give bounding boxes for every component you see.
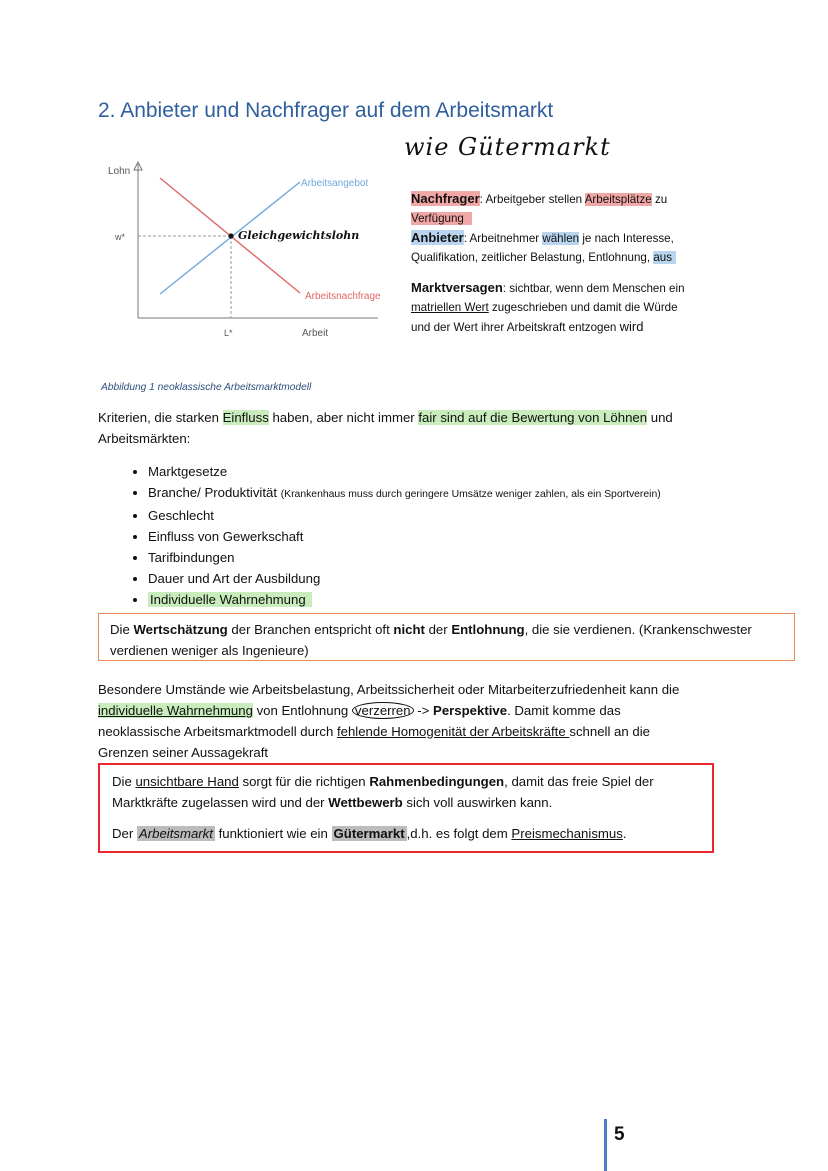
criteria-list xyxy=(118,461,788,610)
box1-text: Die xyxy=(110,622,134,637)
para2-circled: verzerren xyxy=(352,702,414,719)
marktversagen-line-2 xyxy=(411,298,731,317)
anbieter-text: : Arbeitnehmer xyxy=(463,232,543,245)
anbieter-line-1 xyxy=(411,228,731,248)
marktversagen-text-3: und der Wert ihrer Arbeitskraft entzogen xyxy=(411,321,620,334)
x-axis-label: Arbeit xyxy=(302,328,329,339)
box1-bold: Entlohnung xyxy=(451,622,525,637)
labour-market-graph xyxy=(98,156,398,346)
criteria-text-1: Kriterien, die starken xyxy=(98,410,223,425)
wertschaetzung-box xyxy=(98,613,795,661)
para2-text: schnell an die xyxy=(569,724,650,739)
w-label: w* xyxy=(115,232,126,242)
marktversagen-wird: wird xyxy=(619,319,644,334)
box2-text: Die xyxy=(112,774,136,789)
para2-text: . Damit komme das xyxy=(507,703,621,718)
marktversagen-term: Marktversagen xyxy=(411,280,503,295)
list-item-text: Individuelle Wahrnehmung xyxy=(148,592,312,607)
page-number: 5 xyxy=(614,1124,625,1145)
criteria-text-2: haben, aber nicht immer xyxy=(268,410,419,425)
equilibrium-point xyxy=(228,233,233,238)
box2-text: , damit das freie Spiel der xyxy=(504,774,654,789)
marktversagen-underline: matriellen Wert xyxy=(411,301,489,314)
para2-line: Besondere Umstände wie Arbeitsbelastung, Arbeitssicherheit oder Mitarbeiterzufriedenheit kann die xyxy=(98,682,680,697)
market-actors-panel xyxy=(411,189,731,337)
criteria-intro xyxy=(98,407,738,449)
anbieter-term: Anbieter xyxy=(411,230,464,245)
anbieter-highlight-2: aus xyxy=(653,251,676,264)
box2-text: ,d.h. es folgt dem xyxy=(406,826,512,841)
box2-underline: Preismechanismus xyxy=(511,826,623,841)
anbieter-line-2 xyxy=(411,248,731,267)
list-item-note: (Krankenhaus muss durch geringere Umsätze weniger zahlen, als ein Sportverein) xyxy=(280,489,661,500)
nachfrager-highlight: Arbeitsplätze xyxy=(584,193,652,206)
nachfrager-term: Nachfrager xyxy=(411,191,480,206)
list-item xyxy=(148,547,788,568)
list-item xyxy=(148,526,788,547)
nachfrager-line-2 xyxy=(411,209,731,228)
criteria-highlight-2: fair sind auf die Bewertung von Löhnen xyxy=(418,410,648,425)
para2-text: neoklassische Arbeitsmarktmodell durch xyxy=(98,724,337,739)
demand-label: Arbeitsnachfrage xyxy=(305,291,381,302)
perspective-paragraph xyxy=(98,679,758,763)
box2-text: Der xyxy=(112,826,137,841)
criteria-text-4: Arbeitsmärkten: xyxy=(98,431,191,446)
list-item-text: Branche/ Produktivität xyxy=(148,485,278,500)
figure-caption: Abbildung 1 neoklassische Arbeitsmarktmodell xyxy=(101,382,312,393)
box2-text: funktioniert wie ein xyxy=(214,826,332,841)
list-item xyxy=(148,589,788,610)
marktversagen-line-3 xyxy=(411,317,731,337)
box2-text: . xyxy=(622,826,627,841)
marktversagen-line-1 xyxy=(411,278,731,298)
list-item xyxy=(148,461,788,482)
list-item-text: Einfluss von Gewerkschaft xyxy=(148,529,304,544)
para2-highlight: individuelle Wahrnehmung xyxy=(98,703,253,718)
nachfrager-line-1 xyxy=(411,189,731,209)
box2-text: sich voll auswirken kann. xyxy=(402,795,553,810)
box1-text: verdienen weniger als Ingenieure) xyxy=(110,643,309,658)
criteria-highlight-1: Einfluss xyxy=(222,410,269,425)
box2-italic: Arbeitsmarkt xyxy=(138,826,213,841)
list-item xyxy=(148,568,788,589)
anbieter-text-3: Qualifikation, zeitlicher Belastung, Entlohnung, xyxy=(411,251,654,264)
l-label: L* xyxy=(224,328,233,338)
box2-bold: Wettbewerb xyxy=(328,795,403,810)
section-heading: 2. Anbieter und Nachfrager auf dem Arbeitsmarkt xyxy=(98,99,554,122)
box1-text: , die sie verdienen. (Krankenschwester xyxy=(524,622,752,637)
box1-bold: nicht xyxy=(393,622,425,637)
box2-bold: Gütermarkt xyxy=(333,826,405,841)
marktversagen-text-2: zugeschrieben und damit die Würde xyxy=(488,301,678,314)
para2-text: von Entlohnung xyxy=(252,703,352,718)
list-item xyxy=(148,482,788,505)
y-axis-label: Lohn xyxy=(108,166,131,177)
box1-bold: Wertschätzung xyxy=(133,622,228,637)
para2-text: -> xyxy=(413,703,434,718)
para2-underline: fehlende Homogenität der Arbeitskräfte xyxy=(336,724,570,739)
list-item-text: Geschlecht xyxy=(148,508,214,523)
box2-text: sorgt für die richtigen xyxy=(238,774,370,789)
box2-bold: Rahmenbedingungen xyxy=(369,774,505,789)
equilibrium-note: Gleichgewichtslohn xyxy=(238,229,360,242)
list-item-text: Tarifbindungen xyxy=(148,550,235,565)
para2-text: Grenzen seiner Aussagekraft xyxy=(98,745,269,760)
marktversagen-text: : sichtbar, wenn dem Menschen ein xyxy=(502,282,685,295)
nachfrager-verfuegung: Verfügung xyxy=(411,212,472,225)
box1-text: der xyxy=(424,622,452,637)
list-item-text: Marktgesetze xyxy=(148,464,228,479)
para2-bold: Perspektive xyxy=(433,703,508,718)
box2-text: Marktkräfte zugelassen wird und der xyxy=(112,795,329,810)
box1-text: der Branchen entspricht oft xyxy=(227,622,394,637)
anbieter-text-2: je nach Interesse, xyxy=(579,232,674,245)
handwritten-note: wie Gütermarkt xyxy=(404,133,611,161)
unsichtbare-hand-box xyxy=(98,763,714,853)
nachfrager-text: : Arbeitgeber stellen xyxy=(479,193,585,206)
criteria-text-3: und xyxy=(647,410,673,425)
list-item-text: Dauer und Art der Ausbildung xyxy=(148,571,321,586)
nachfrager-text-2: zu xyxy=(651,193,668,206)
anbieter-highlight: wählen xyxy=(542,232,580,245)
list-item xyxy=(148,505,788,526)
box2-underline: unsichtbare Hand xyxy=(135,774,239,789)
page-number-bar xyxy=(604,1119,607,1171)
supply-label: Arbeitsangebot xyxy=(301,178,369,189)
